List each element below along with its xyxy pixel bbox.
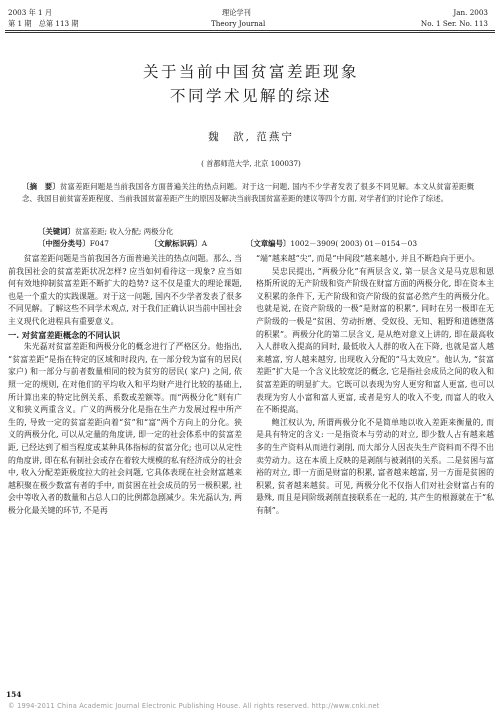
issue-date-en: Jan. 2003 <box>453 8 488 17</box>
clc-number <box>38 238 109 249</box>
keywords-text: 贫富差距; 收入分配; 两极分化 <box>74 227 174 236</box>
article-title-line2: 不同学术见解的综述 <box>169 87 332 105</box>
copyright-footer: © 1994-2011 China Academic Journal Electronic Publishing House. All rights reserved. http://www.cnki.net <box>8 702 380 710</box>
article-title-line1: 关于当前中国贫富差距现象 <box>142 63 359 81</box>
document-code <box>150 238 207 249</box>
abstract-text: 贫富差距问题是当前我国各方面普遍关注的热点问题。对于这一问题, 国内不少学者发表了很多不同见解。本文从贫富差距概念、我国目前贫富差距程度、当前我国贫富差距产生的原因及解决当前我国贫富差距的建议等四个方面, 对学者们的讨论作了综述。 <box>22 182 474 203</box>
journal-name-en: Theory Journal <box>211 19 266 28</box>
document-code-value: A <box>201 239 208 248</box>
author-affiliation: ( 首都师范大学, 北京 100037) <box>201 159 301 168</box>
body-right-column <box>256 253 494 517</box>
header-rule-top <box>5 30 495 31</box>
body-left-column <box>8 253 242 517</box>
journal-name-cn: 理论学刊 <box>222 8 251 17</box>
abstract <box>22 181 474 205</box>
abstract-label: 〔摘 要〕 <box>22 182 60 191</box>
issue-number: 第 1 期 总第 113 期 <box>8 19 79 28</box>
article-id-label: 〔文章编号〕 <box>246 239 291 248</box>
issue-date: 2003 年 1 月 <box>8 8 53 17</box>
document-code-label: 〔文献标识码〕 <box>150 239 202 248</box>
section-heading: 一. 对贫富差距概念的不同认识 <box>8 329 121 340</box>
issue-number-en: No. 1 Ser. No. 113 <box>420 19 488 28</box>
article-id-value: 1002－3909( 2003) 01－0154－03 <box>290 239 418 248</box>
paragraph: 朱光磊对贫富差距和两极分化的概念进行了严格区分。他指出, “贫富差距”是指在特定的区域和时段内, 在一部分较为富有的居民( 家户) 和一部分与前者数量相同的较为贫穷的居民( 家户) 之间, 依照一定的规则, 在对他们的平均收入和平均财产进行比较的基础上, 所计算出来的特定比例关系、系数或差额等。而“两极分化”则有广义和狭义两重含义。广义的两极分化是指在生产力发展过程中所产生的, 导致一定的贫富差距向着“贫”和“富”两个方向上的分化。狭义的两极分化, 可以从定量的角度讲, 即一定的社会体系中的贫富差距, 已经达到了相当程度或某种具体指标的贫富分化; 也可以从定性的角度讲, 即在私有制社会或存在着较大规模的私有经济成分的社会中, 收入分配差距极度拉大的社会问题, 它具体表现在社会财富越来越积聚在极少数富有者的手中, 而贫困在社会成员的另一极积累, 社会中等收入者的数量和占总人口的比例都急剧减少。朱光磊认为, 两极分化最关键的环节, 不是再 <box>8 342 242 515</box>
clc-value: F047 <box>89 239 109 248</box>
clc-label: 〔中图分类号〕 <box>38 239 90 248</box>
page-number: 154 <box>6 690 22 699</box>
header-rule-bottom <box>5 32 495 33</box>
paragraph: 鲍江权认为, 所谓两极分化不是简单地以收入差距来衡量的, 而是具有特定的含义: 一是指资本与劳动的对立, 即少数人占有越来越多的生产资料从而进行剥削, 而大部分人因丧失生产资料而不得不出卖劳动力。这在本质上反映的是剥削与被剥削的关系。二是贫困与富裕的对立, 即一方面是财富的积累, 富者越来越富, 另一方面是贫困的积累, 贫者越来越贫。可见, 两极分化不仅指人们对社会财富占有的悬殊, 而且是同阶级剥削直接联系在一起的, 其产生的根源就在于“私有制”。 <box>256 417 494 515</box>
paragraph: 吴忠民提出, “两极分化”有两层含义, 第一层含义是马克思和恩格斯所说的无产阶级和资产阶级在财富方面的两极分化, 即在资本主义积累的条件下, 无产阶级和资产阶级的贫富必然产生的两极分化。也就是说, 在资产阶级的一极“是财富的积累”, 同时在另一极即在无产阶级的一极是“贫困、劳动折磨、受奴役、无知、粗野和道德堕落的积累”。两极分化的第二层含义, 是从绝对意义上讲的, 即在最高收入人群收入提高的同时, 最低收入人群的收入在下降, 也就是富人越来越富, 穷人越来越穷, 出现收入分配的“马太效应”。他认为, “贫富差距”扩大是一个含义比较宽泛的概念, 它是指社会成员之间的收入和贫富差距的明显扩大。它既可以表现为穷人更穷和富人更富, 也可以表现为穷人小富和富人更富, 或者是穷人的收入不变, 而富人的收入在不断提高。 <box>256 266 494 415</box>
article-id <box>246 238 417 249</box>
paragraph: “端”越来越“尖”, 而是“中间段”越来越小, 并且不断趋向于更小。 <box>256 254 480 263</box>
paragraph: 贫富差距问题是当前我国各方面普遍关注的热点问题。那么, 当前我国社会的贫富差距状况怎样? 应当如何看待这一现象? 应当如何有效地抑制贫富差距不断扩大的趋势? 这不仅是重大的理论课题, 也是一个重大的实践课题。对于这一问题, 国内不少学者发表了很多不同见解。了解这些不同学术观点, 对于我们正确认识当前中国社会主义现代化进程具有重要意义。 <box>8 254 242 326</box>
article-authors: 魏 歆, 范燕宁 <box>208 131 294 143</box>
keywords <box>38 226 173 237</box>
keywords-label: 〔关键词〕 <box>38 227 75 236</box>
